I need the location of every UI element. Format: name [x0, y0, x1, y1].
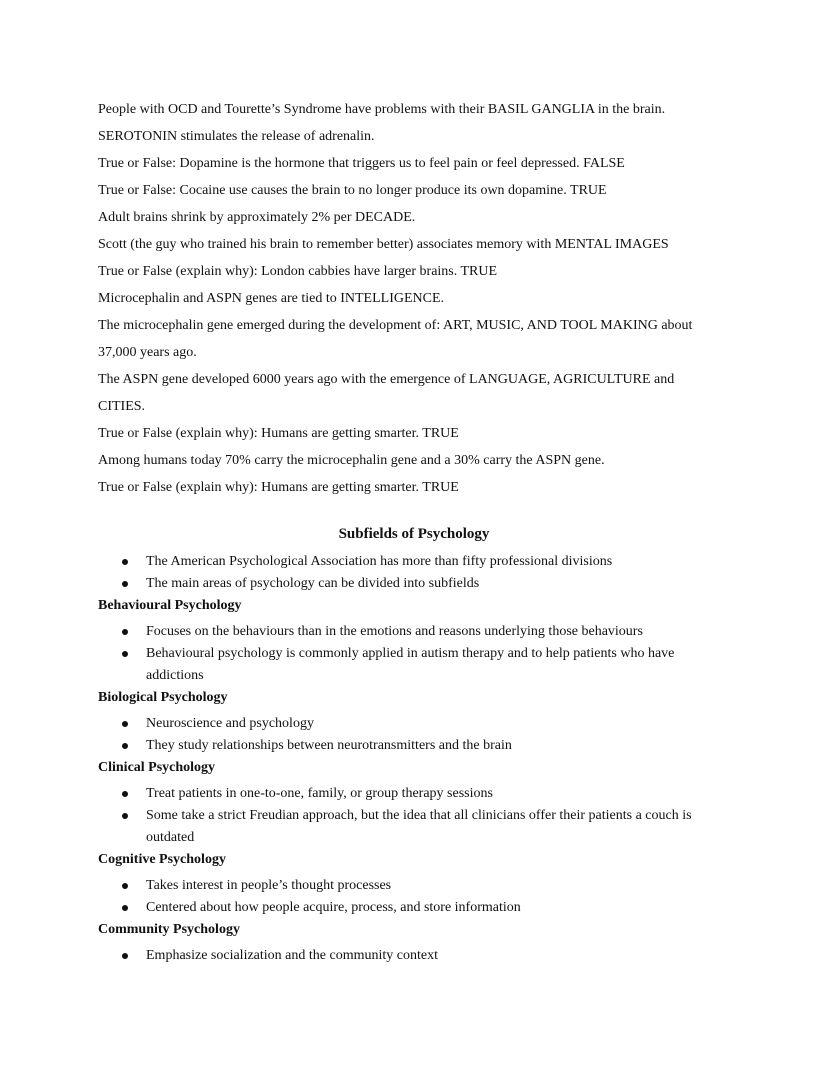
quiz-line: 37,000 years ago.	[98, 345, 197, 360]
subfield-bullet-list	[98, 875, 828, 919]
subfield-biological	[98, 687, 828, 757]
subfield-title: Biological Psychology	[98, 690, 228, 705]
bullet-icon	[122, 905, 128, 911]
bullet-icon	[122, 629, 128, 635]
list-item	[98, 713, 706, 735]
subfield-bullet-list	[98, 783, 828, 849]
bullet-icon	[122, 953, 128, 959]
list-item-text: Emphasize socialization and the community context	[146, 948, 438, 963]
list-item-text: The American Psychological Association has more than fifty professional divisions	[146, 554, 613, 569]
list-item-text: Treat patients in one-to-one, family, or group therapy sessions	[146, 786, 493, 801]
subfield-bullet-list	[98, 945, 828, 967]
spacer	[98, 501, 828, 523]
list-item	[98, 621, 706, 643]
subfield-title: Cognitive Psychology	[98, 852, 226, 867]
list-item-text: Takes interest in people’s thought processes	[146, 878, 392, 893]
list-item-text: Some take a strict Freudian approach, but the idea that all clinicians offer their patients a couch is outdated	[146, 808, 692, 845]
list-item	[98, 735, 706, 757]
section-title: Subfields of Psychology	[338, 526, 490, 542]
quiz-line: True or False (explain why): Humans are getting smarter. TRUE	[98, 480, 459, 495]
list-item	[98, 875, 706, 897]
intro-bullet-list	[98, 551, 828, 595]
quiz-line: Scott (the guy who trained his brain to remember better) associates memory with MENTAL IMAGES	[98, 237, 669, 252]
bullet-icon	[122, 883, 128, 889]
quiz-line: SEROTONIN stimulates the release of adrenalin.	[98, 129, 375, 144]
quiz-line: The microcephalin gene emerged during the development of: ART, MUSIC, AND TOOL MAKING about	[98, 318, 693, 333]
quiz-line: True or False: Dopamine is the hormone that triggers us to feel pain or feel depressed. FALSE	[98, 156, 625, 171]
quiz-line: The ASPN gene developed 6000 years ago with the emergence of LANGUAGE, AGRICULTURE and	[98, 372, 675, 387]
bullet-icon	[122, 743, 128, 749]
bullet-icon	[122, 813, 128, 819]
list-item-text: They study relationships between neurotransmitters and the brain	[146, 738, 512, 753]
bullet-icon	[122, 791, 128, 797]
subfield-behavioural	[98, 595, 828, 687]
subfield-cognitive	[98, 849, 828, 919]
quiz-line: True or False (explain why): London cabbies have larger brains. TRUE	[98, 264, 498, 279]
quiz-line: Among humans today 70% carry the microcephalin gene and a 30% carry the ASPN gene.	[98, 453, 605, 468]
subfield-title: Community Psychology	[98, 922, 240, 937]
quiz-line: True or False (explain why): Humans are getting smarter. TRUE	[98, 426, 459, 441]
subfield-title: Behavioural Psychology	[98, 598, 242, 613]
list-item	[98, 945, 706, 967]
bullet-icon	[122, 559, 128, 565]
quiz-line: Microcephalin and ASPN genes are tied to INTELLIGENCE.	[98, 291, 445, 306]
quiz-answers	[98, 96, 828, 501]
subfield-title: Clinical Psychology	[98, 760, 216, 775]
list-item-text: Behavioural psychology is commonly applied in autism therapy and to help patients who have addictions	[146, 646, 675, 683]
list-item-text: Focuses on the behaviours than in the emotions and reasons underlying those behaviours	[146, 624, 643, 639]
list-item	[98, 805, 706, 849]
quiz-line: CITIES.	[98, 399, 146, 414]
quiz-line: People with OCD and Tourette’s Syndrome have problems with their BASIL GANGLIA in the brain.	[98, 102, 666, 117]
list-item-text: Neuroscience and psychology	[146, 716, 314, 731]
subfield-clinical	[98, 757, 828, 849]
subfield-bullet-list	[98, 713, 828, 757]
list-item	[98, 897, 706, 919]
quiz-line: True or False: Cocaine use causes the brain to no longer produce its own dopamine. TRUE	[98, 183, 607, 198]
list-item-text: Centered about how people acquire, process, and store information	[146, 900, 521, 915]
quiz-line: Adult brains shrink by approximately 2% per DECADE.	[98, 210, 416, 225]
bullet-icon	[122, 581, 128, 587]
subfield-community	[98, 919, 828, 967]
list-item	[98, 643, 706, 687]
list-item	[98, 783, 706, 805]
list-item	[98, 551, 706, 573]
list-item-text: The main areas of psychology can be divided into subfields	[146, 576, 480, 591]
list-item	[98, 573, 706, 595]
subfield-bullet-list	[98, 621, 828, 687]
bullet-icon	[122, 721, 128, 727]
bullet-icon	[122, 651, 128, 657]
